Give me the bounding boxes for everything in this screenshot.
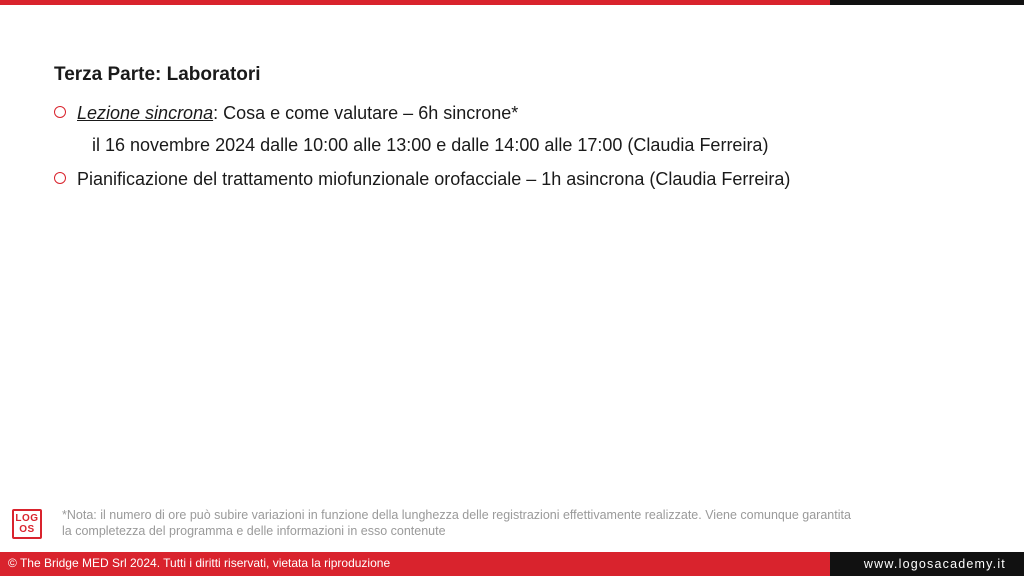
bullet-circle-icon	[54, 106, 66, 118]
bullet-circle-icon	[54, 172, 66, 184]
list-item	[54, 169, 790, 190]
lesson-type-label: Lezione sincrona	[77, 103, 214, 123]
top-accent-bar	[0, 0, 1024, 5]
lesson-description: : Cosa e come valutare – 6h sincrone*	[213, 103, 519, 123]
section-title: Terza Parte: Laboratori	[54, 64, 261, 85]
copyright-text: © The Bridge MED Srl 2024. Tutti i diritti riservati, vietata la riproduzione	[0, 552, 830, 576]
logo-text-bottom: OS	[19, 524, 35, 535]
bottom-bar	[0, 552, 1024, 576]
top-bar-red	[0, 0, 830, 5]
logos-logo	[12, 509, 42, 539]
top-bar-black	[830, 0, 1024, 5]
lesson-schedule: il 16 novembre 2024 dalle 10:00 alle 13:00 e dalle 14:00 alle 17:00 (Claudia Ferreira)	[92, 135, 769, 155]
item-text: Pianificazione del trattamento miofunzionale orofacciale – 1h asincrona (Claudia Ferreira)	[77, 169, 791, 189]
footnote-line-1: *Nota: il numero di ore può subire variazioni in funzione della lunghezza delle registrazioni effettivamente realizzate. Viene comunque garantita	[62, 508, 851, 522]
logo-text-top: LOG	[15, 513, 39, 524]
website-link[interactable]: www.logosacademy.it	[830, 552, 1024, 576]
footnote	[62, 507, 992, 539]
list-item	[54, 103, 518, 124]
footnote-line-2: la completezza del programma e delle informazioni in esso contenute	[62, 524, 446, 538]
